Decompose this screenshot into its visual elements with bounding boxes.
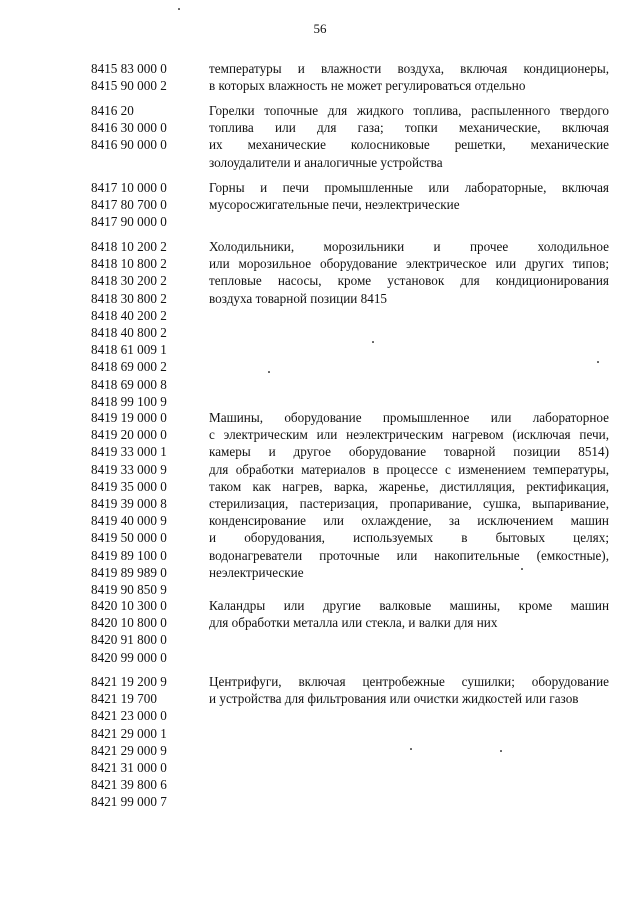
hs-code: 8420 10 800 0 xyxy=(91,615,167,631)
hs-code: 8421 19 200 9 xyxy=(91,674,167,689)
entry-description xyxy=(209,597,609,631)
description-line: стерилизация, пастеризация, пропаривание, сушка, выпаривание, xyxy=(209,496,609,512)
hs-code: 8421 31 000 0 xyxy=(91,760,167,776)
hs-code: 8418 10 200 2 xyxy=(91,239,167,254)
hs-code-list xyxy=(91,597,201,666)
scan-speck xyxy=(410,748,412,750)
hs-code-list xyxy=(91,179,201,231)
hs-code: 8421 23 000 0 xyxy=(91,708,167,724)
hs-code-list xyxy=(91,102,201,154)
hs-code-list xyxy=(91,238,201,410)
description-line: неэлектрические xyxy=(209,564,304,580)
entry-description xyxy=(209,673,609,707)
description-line: Горны и печи промышленные или лабораторные, включая xyxy=(209,180,609,195)
description-line: Центрифуги, включая центробежные сушилки; оборудование xyxy=(209,674,609,689)
scan-speck xyxy=(372,341,374,343)
hs-code: 8420 99 000 0 xyxy=(91,649,167,665)
description-line: Машины, оборудование промышленное или лабораторное xyxy=(209,410,609,425)
description-line: для обработки металла или стекла, и валки для них xyxy=(209,615,498,631)
hs-code: 8418 30 800 2 xyxy=(91,290,167,306)
hs-code: 8415 83 000 0 xyxy=(91,61,167,76)
hs-code: 8418 69 000 2 xyxy=(91,359,167,375)
scan-speck xyxy=(521,568,523,570)
hs-code-list xyxy=(91,60,201,94)
scan-speck xyxy=(500,750,502,752)
hs-code: 8421 99 000 7 xyxy=(91,794,167,810)
page-number: 56 xyxy=(313,21,327,36)
description-line: воздуха товарной позиции 8415 xyxy=(209,290,388,306)
hs-code: 8417 90 000 0 xyxy=(91,214,167,230)
hs-code-list xyxy=(91,409,201,598)
description-line: и оборудования, используемых в бытовых целях; xyxy=(209,530,609,546)
hs-code: 8416 20 xyxy=(91,103,134,118)
hs-code: 8419 19 000 0 xyxy=(91,410,167,425)
hs-code: 8418 99 100 9 xyxy=(91,393,167,409)
hs-code: 8419 89 989 0 xyxy=(91,564,167,580)
hs-code: 8418 40 800 2 xyxy=(91,325,167,341)
hs-code: 8418 30 200 2 xyxy=(91,273,167,289)
description-line: температуры и влажности воздуха, включая кондиционеры, xyxy=(209,61,609,76)
hs-code: 8418 40 200 2 xyxy=(91,307,167,323)
hs-code: 8418 10 800 2 xyxy=(91,256,167,272)
description-line: с электрическим или неэлектрическим нагревом (исключая печи, xyxy=(209,427,609,443)
hs-code: 8421 19 700 xyxy=(91,691,157,707)
description-line: Горелки топочные для жидкого топлива, распыленного твердого xyxy=(209,103,609,118)
hs-code: 8415 90 000 2 xyxy=(91,78,167,94)
description-line: золоудалители и аналогичные устройства xyxy=(209,154,443,170)
description-line: для обработки материалов в процессе с изменением температуры, xyxy=(209,461,609,477)
description-line: Каландры или другие валковые машины, кроме машин xyxy=(209,598,609,613)
hs-code: 8419 33 000 9 xyxy=(91,461,167,477)
hs-code: 8419 35 000 0 xyxy=(91,478,167,494)
scan-speck xyxy=(597,361,599,363)
hs-code: 8419 20 000 0 xyxy=(91,427,167,443)
hs-code: 8416 90 000 0 xyxy=(91,137,167,153)
hs-code: 8417 80 700 0 xyxy=(91,197,167,213)
hs-code: 8416 30 000 0 xyxy=(91,120,167,136)
hs-code: 8417 10 000 0 xyxy=(91,180,167,195)
description-line: в которых влажность не может регулироваться отдельно xyxy=(209,78,526,94)
entry-description xyxy=(209,179,609,213)
description-line: тепловые насосы, кроме установок для кондиционирования xyxy=(209,273,609,289)
hs-code: 8421 39 800 6 xyxy=(91,777,167,793)
scan-speck xyxy=(268,371,270,373)
hs-code: 8419 90 850 9 xyxy=(91,582,167,598)
hs-code: 8419 33 000 1 xyxy=(91,444,167,460)
entry-description xyxy=(209,102,609,171)
hs-code: 8418 61 009 1 xyxy=(91,342,167,358)
entry-description xyxy=(209,60,609,94)
description-line: их механические колосниковые решетки, механические xyxy=(209,137,609,153)
description-line: водонагреватели проточные или накопительные (емкостные), xyxy=(209,547,609,563)
hs-code: 8419 39 000 8 xyxy=(91,496,167,512)
entry-description xyxy=(209,238,609,307)
hs-code: 8421 29 000 1 xyxy=(91,725,167,741)
description-line: таком как нагрев, варка, жаренье, дистилляция, ректификация, xyxy=(209,478,609,494)
hs-code-list xyxy=(91,673,201,811)
description-line: и устройства для фильтрования или очистки жидкостей или газов xyxy=(209,691,579,707)
hs-code: 8420 10 300 0 xyxy=(91,598,167,613)
hs-code: 8421 29 000 9 xyxy=(91,742,167,758)
hs-code: 8419 40 000 9 xyxy=(91,513,167,529)
description-line: камеры и другое оборудование товарной позиции 8514) xyxy=(209,444,609,460)
scan-speck xyxy=(178,8,180,10)
description-line: конденсирование или охлаждение, за исключением машин xyxy=(209,513,609,529)
description-line: топлива или для газа; топки механические, включая xyxy=(209,120,609,136)
description-line: или морозильное оборудование электрическое или других типов; xyxy=(209,256,609,272)
hs-code: 8418 69 000 8 xyxy=(91,376,167,392)
description-line: Холодильники, морозильники и прочее холодильное xyxy=(209,239,609,254)
hs-code: 8419 50 000 0 xyxy=(91,530,167,546)
hs-code: 8419 89 100 0 xyxy=(91,547,167,563)
entry-description xyxy=(209,409,609,581)
hs-code: 8420 91 800 0 xyxy=(91,632,167,648)
description-line: мусоросжигательные печи, неэлектрические xyxy=(209,197,460,213)
